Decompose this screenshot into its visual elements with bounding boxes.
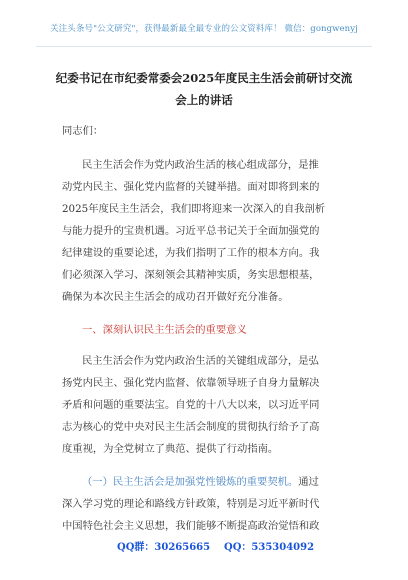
subsection-line xyxy=(82,475,319,489)
para2-line-4: 志为核心的党中央对民主生活会制度的贯彻执行给予了高 xyxy=(62,421,320,433)
para1-line-7: 确保为本次民主生活会的成功召开做好充分准备。 xyxy=(62,291,289,303)
para2-line-2: 扬党内民主、强化党内监督、依靠领导班子自身力量解决 xyxy=(62,377,320,389)
para1-line-2: 动党内民主、强化党内监督的关键举措。面对即将到来的 xyxy=(62,181,320,193)
para3-line-1: 深入学习党的理论和路线方针政策，特别是习近平新时代 xyxy=(62,498,320,510)
footer-qq-number: QQ：535304092 xyxy=(224,542,315,553)
para2-line-5: 度重视，为全党树立了典范、提供了行动指南。 xyxy=(62,443,279,455)
para1-line-5: 纪律建设的重要论述，为我们指明了工作的根本方向。我 xyxy=(62,247,320,259)
document-title-line-1: 纪委书记在市纪委常委会2025年度民主生活会前研讨交流 xyxy=(55,71,353,85)
para3-line-2: 中国特色社会主义思想，我们能够不断提高政治觉悟和政 xyxy=(62,520,320,532)
subsection-tail: 通过 xyxy=(298,476,319,488)
para1-line-1: 民主生活会作为党内政治生活的核心组成部分，是推 xyxy=(82,159,319,171)
footer-qq-group: QQ群：30265665 xyxy=(117,542,211,553)
document-title-line-2: 会上的讲话 xyxy=(175,93,233,107)
para1-line-6: 们必须深入学习、深刻领会其精神实质，务实思想根基， xyxy=(62,269,320,281)
para1-line-3: 2025年度民主生活会，我们即将迎来一次深入的自我剖析 xyxy=(62,203,326,215)
para2-line-3: 矛盾和问题的重要法宝。自党的十八大以来，以习近平同 xyxy=(62,399,320,411)
section-heading-1: 一、深刻认识民主生活会的重要意义 xyxy=(82,324,247,336)
para2-line-1: 民主生活会作为党内政治生活的关键组成部分，是弘 xyxy=(82,355,319,367)
salutation: 同志们： xyxy=(62,125,104,137)
subsection-heading-1: （一）民主生活会是加强党性锻炼的重要契机。 xyxy=(82,476,299,488)
para1-line-4: 与能力提升的宝贵机遇。习近平总书记关于全面加强党的 xyxy=(62,225,320,237)
header-banner: 关注头条号"公文研究"，获得最新最全最专业的公文资料库！ 微信：gongwenyj xyxy=(50,24,358,34)
header-divider xyxy=(36,46,372,47)
